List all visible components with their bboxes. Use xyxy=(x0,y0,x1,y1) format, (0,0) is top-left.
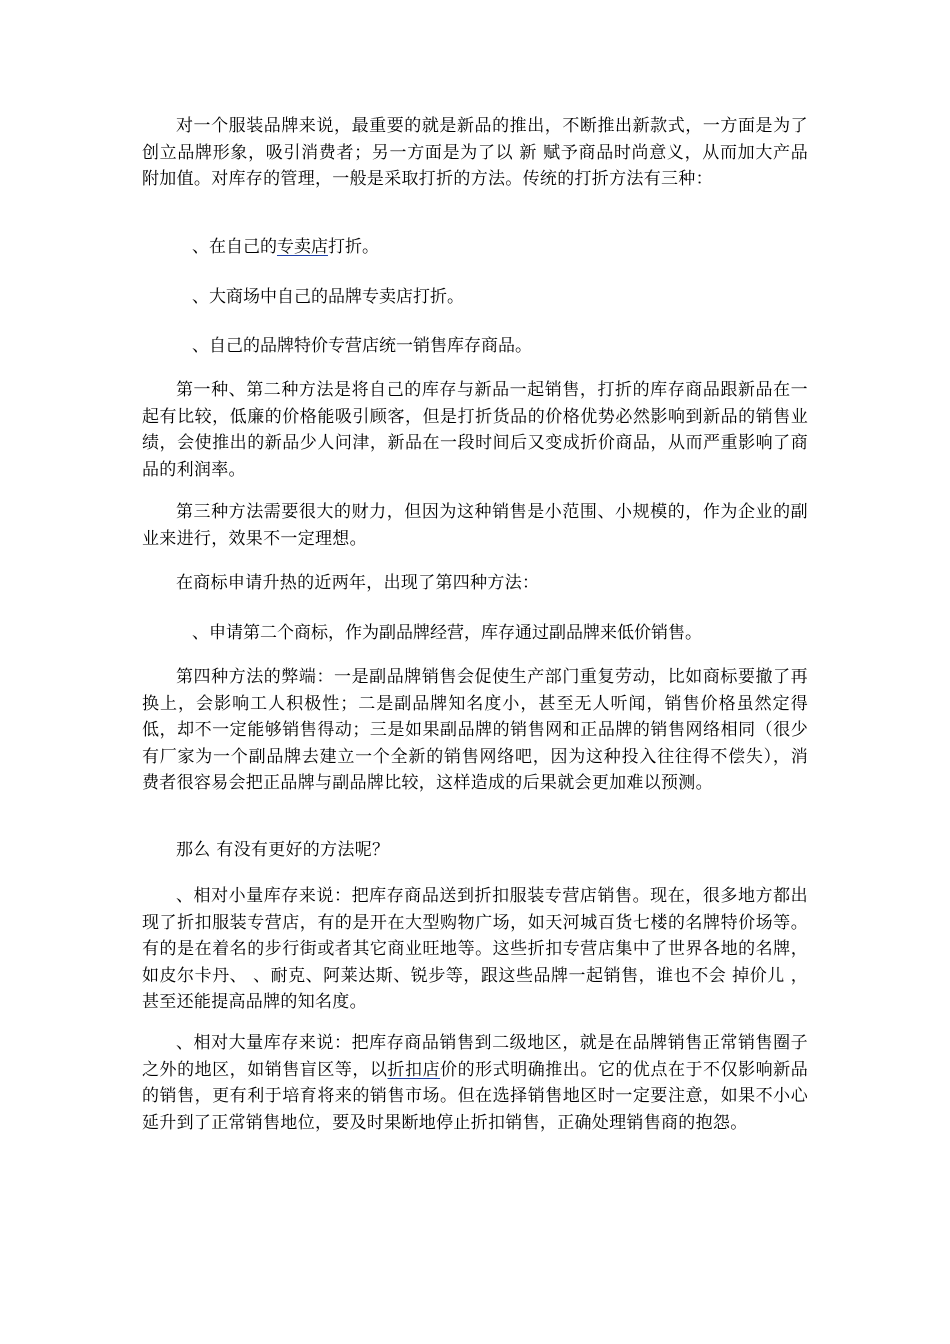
list-item-1-text: 、在自己的 xyxy=(192,237,277,257)
paragraph-large-stock xyxy=(142,1030,808,1136)
paragraph-large-stock-text: 、相对大量库存来说：把库存商品销售到二级地区，就是在品牌销售正常销售圈子之外的地区，如销售盲区等，以 xyxy=(142,1033,808,1080)
paragraph-method-three: 第三种方法需要很大的财力，但因为这种销售是小范围、小规模的，作为企业的副业来进行，效果不一定理想。 xyxy=(142,502,808,549)
paragraph-large-stock-tail: 价的形式明确推出。它的优点在于不仅影响新品的销售，更有利于培育将来的销售市场。但在选择销售地区时一定要注意，如果不小心延升到了正常销售地位，要及时果断地停止折扣销售，正确处理销售商的抱怨。 xyxy=(142,1059,808,1133)
paragraph-intro: 对一个服装品牌来说，最重要的就是新品的推出，不断推出新款式，一方面是为了创立品牌形象，吸引消费者；另一方面是为了以 新 赋予商品时尚意义，从而加大产品附加值。对库存的管理，一般是采取打折的方法。传统的打折方法有三种： xyxy=(142,116,808,189)
paragraph-small-stock: 、相对小量库存来说：把库存商品送到折扣服装专营店销售。现在，很多地方都出现了折扣服装专营店，有的是开在大型购物广场，如天河城百货七楼的名牌特价场等。有的是在着名的步行街或者其它商业旺地等。这些折扣专营店集中了世界各地的名牌，如皮尔卡丹、 、耐克、阿莱达斯、锐步等，跟这些品牌一起销售，谁也不会 掉价儿 ，甚至还能提高品牌的知名度。 xyxy=(142,886,808,1012)
list-item-1 xyxy=(192,234,812,261)
specialty-store-link[interactable]: 专卖店 xyxy=(277,237,328,257)
list-item-4: 、申请第二个商标，作为副品牌经营，库存通过副品牌来低价销售。 xyxy=(192,623,702,643)
paragraph-method-four-intro: 在商标申请升热的近两年，出现了第四种方法： xyxy=(176,573,540,593)
paragraph-method-four-drawbacks: 第四种方法的弊端：一是副品牌销售会促使生产部门重复劳动，比如商标要撤了再换上，会影响工人积极性；二是副品牌知名度小，甚至无人听闻，销售价格虽然定得低，却不一定能够销售得动；三是如果副品牌的销售网和正品牌的销售网络相同（很少有厂家为一个副品牌去建立一个全新的销售网络吧，因为这种投入往往得不偿失），消费者很容易会把正品牌与副品牌比较，这样造成的后果就会更加难以预测。 xyxy=(142,667,808,793)
list-item-1-tail: 打折。 xyxy=(328,237,379,257)
discount-store-link[interactable]: 折扣店 xyxy=(387,1059,441,1080)
paragraph-method-one-two: 第一种、第二种方法是将自己的库存与新品一起销售，打折的库存商品跟新品在一起有比较，低廉的价格能吸引顾客，但是打折货品的价格优势必然影响到新品的销售业绩，会使推出的新品少人问津，新品在一段时间后又变成折价商品，从而严重影响了商品的利润率。 xyxy=(142,380,808,480)
paragraph-question: 那么 有没有更好的方法呢？ xyxy=(176,840,390,860)
list-item-3: 、自己的品牌特价专营店统一销售库存商品。 xyxy=(192,336,532,356)
list-item-2: 、大商场中自己的品牌专卖店打折。 xyxy=(192,287,464,307)
